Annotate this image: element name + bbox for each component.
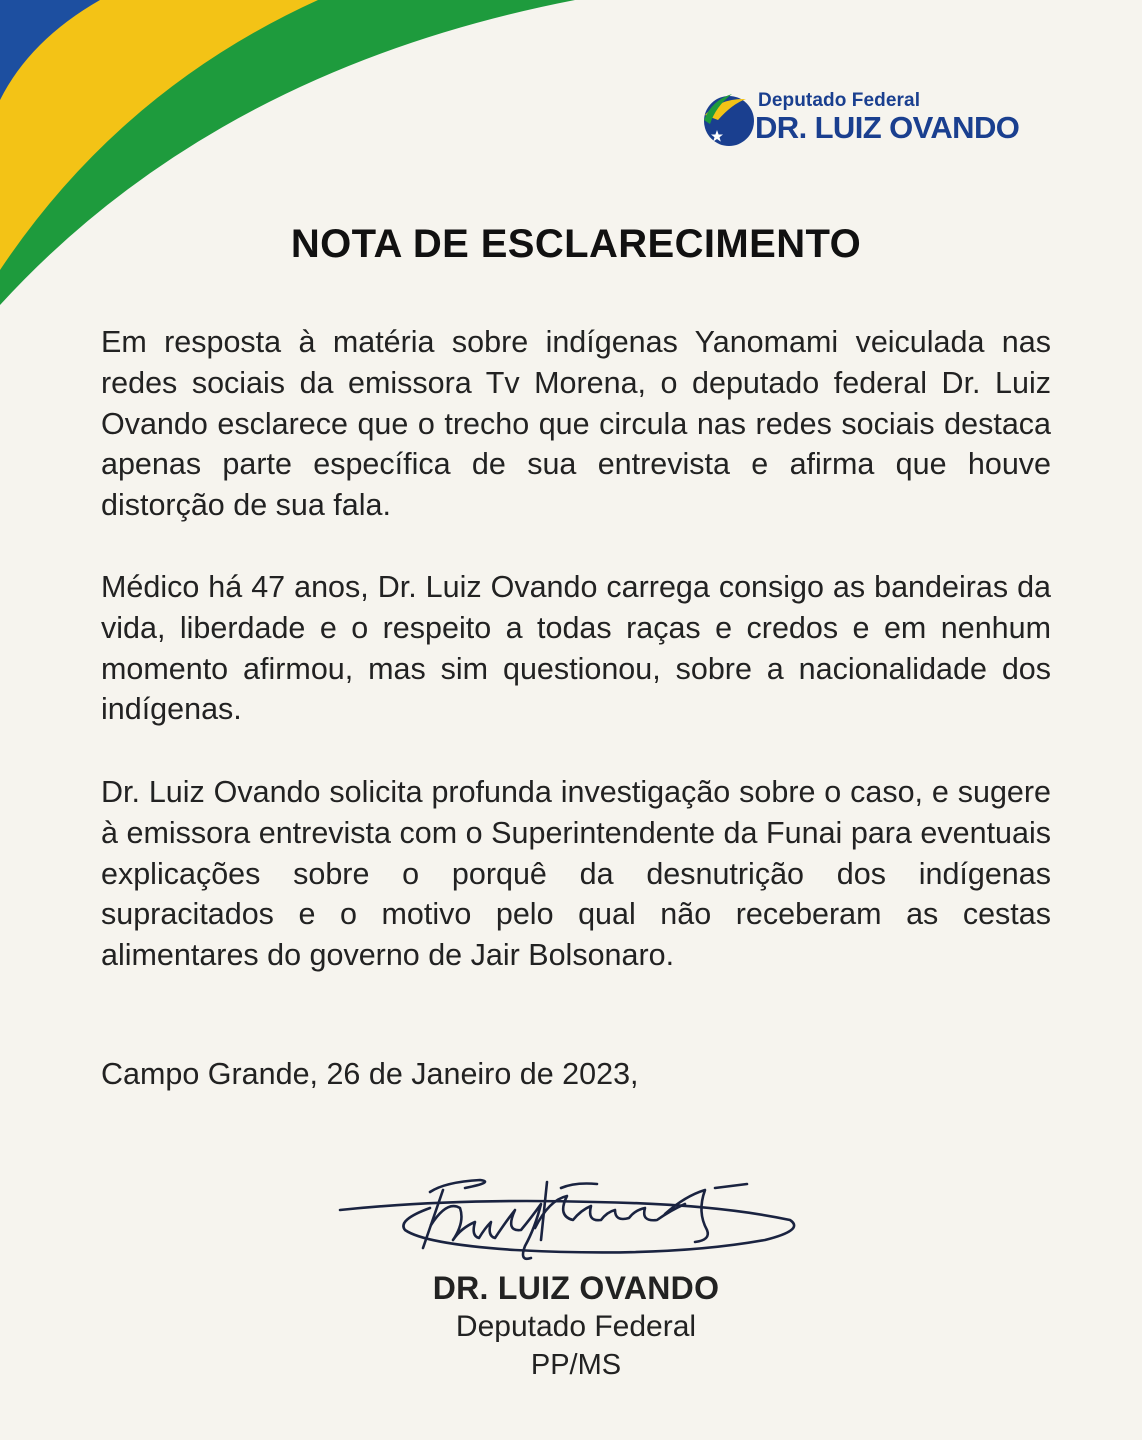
signer-party: PP/MS (530, 1349, 622, 1381)
signer-name: DR. LUIZ OVANDO (432, 1270, 720, 1306)
signature-block (0, 1268, 1142, 1384)
body-paragraph-2: Médico há 47 anos, Dr. Luiz Ovando carrega consigo as bandeiras da vida, liberdade e o respeito a todas raças e credos e em nenhum momento afirmou, mas sim questionou, sobre a nacionalidade dos indígenas. (101, 570, 1051, 727)
body-paragraph-3: Dr. Luiz Ovando solicita profunda investigação sobre o caso, e sugere à emissora entrevista com o Superintendente da Funai para eventuais explicações sobre o porquê da desnutrição dos indígenas supracitados e o motivo pelo qual não receberam as cestas alimentares do governo de Jair Bolsonaro. (101, 775, 1051, 973)
body-paragraph-1: Em resposta à matéria sobre indígenas Yanomami veiculada nas redes sociais da emissora Tv Morena, o deputado federal Dr. Luiz Ovando esclarece que o trecho que circula nas redes sociais destaca apenas parte específica de sua entrevista e afirma que houve distorção de sua fala. (101, 325, 1051, 523)
brand-subtitle: Deputado Federal (758, 90, 921, 111)
date-line: Campo Grande, 26 de Janeiro de 2023, (101, 1057, 639, 1091)
page-title: NOTA DE ESCLARECIMENTO (290, 222, 862, 266)
brazil-flag-globe-icon (702, 90, 756, 148)
signer-role: Deputado Federal (455, 1310, 697, 1343)
handwritten-signature-icon (335, 1170, 805, 1275)
brand-logo (700, 88, 1060, 154)
brand-name: DR. LUIZ OVANDO (755, 110, 1020, 145)
